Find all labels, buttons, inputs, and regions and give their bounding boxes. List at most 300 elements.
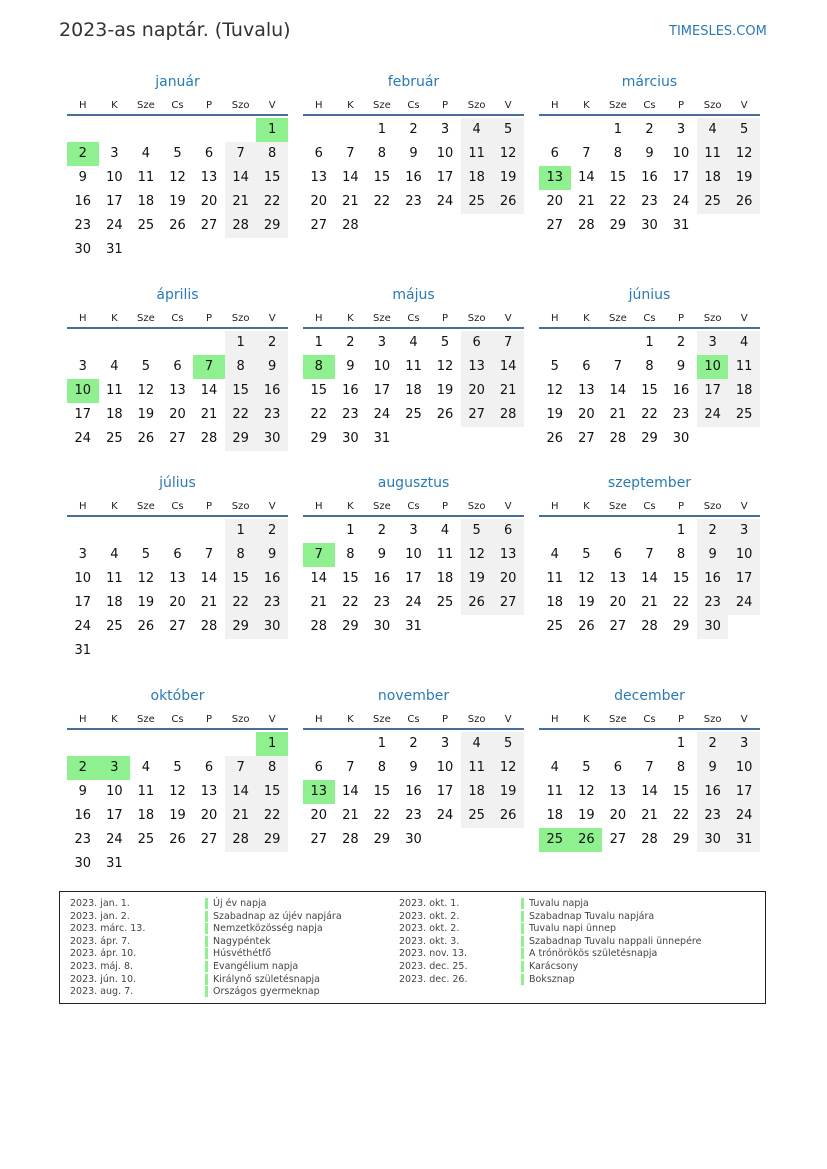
day-cell: 9 [377, 547, 387, 562]
day-cell: 10 [436, 146, 454, 161]
day-cell: 20 [492, 567, 524, 591]
day-cell: 19 [436, 383, 454, 398]
month-block [303, 686, 524, 852]
weekday-label: K [111, 714, 118, 725]
day-cell: 4 [141, 760, 151, 775]
empty-cell [162, 519, 194, 543]
day-cell: 9 [346, 359, 355, 374]
day-cell: 24 [74, 619, 92, 634]
day-cell: 9 [676, 359, 686, 374]
day-cell: 11 [436, 547, 454, 562]
empty-cell [571, 331, 603, 355]
day-cell: 27 [578, 431, 595, 446]
day-cell: 30 [697, 615, 729, 639]
day-cell: 20 [609, 595, 627, 610]
legend-date: 2023. ápr. 7. [70, 935, 131, 947]
day-cell: 4 [110, 359, 119, 374]
empty-cell [99, 118, 131, 142]
day-cell: 20 [310, 808, 328, 823]
day-cell: 18 [461, 166, 493, 190]
weekday-label: K [583, 714, 590, 725]
day-cell: 6 [204, 760, 214, 775]
holiday-day-cell: 25 [539, 828, 571, 852]
day-cell: 28 [342, 218, 359, 233]
weekday-label: P [678, 100, 685, 111]
day-cell: 8 [377, 146, 387, 161]
day-cell: 1 [346, 523, 355, 538]
day-cell: 12 [728, 142, 760, 166]
day-cell: 22 [609, 194, 627, 209]
legend-holiday-name: Tuvalu napja [521, 898, 589, 909]
month-block [303, 285, 524, 451]
weekday-label: Szo [467, 501, 486, 512]
day-cell: 16 [672, 383, 690, 398]
weekday-header [303, 97, 524, 116]
day-cell: 27 [169, 431, 186, 446]
day-cell: 2 [409, 122, 418, 137]
day-cell: 7 [645, 760, 654, 775]
holiday-day-cell: 10 [697, 355, 729, 379]
day-grid [303, 118, 524, 238]
day-cell: 27 [310, 218, 328, 233]
weekday-label: H [79, 501, 87, 512]
legend-holiday-name: Evangélium napja [205, 961, 298, 972]
day-cell: 23 [373, 595, 391, 610]
day-cell: 9 [409, 760, 418, 775]
day-cell: 9 [256, 355, 288, 379]
holiday-day-cell: 2 [67, 142, 99, 166]
weekday-label: Sze [373, 501, 391, 512]
day-cell: 7 [613, 359, 623, 374]
day-cell: 4 [141, 146, 151, 161]
day-cell: 10 [373, 359, 391, 374]
day-cell: 2 [676, 335, 686, 350]
day-cell: 3 [440, 122, 450, 137]
day-cell: 5 [141, 547, 151, 562]
empty-cell [571, 732, 603, 756]
day-cell: 7 [204, 547, 214, 562]
day-cell: 20 [169, 595, 186, 610]
day-cell: 21 [200, 595, 218, 610]
day-cell: 15 [373, 170, 391, 185]
day-cell: 28 [641, 832, 658, 847]
weekday-label: V [740, 313, 748, 324]
day-cell: 13 [200, 784, 218, 799]
weekday-label: Sze [373, 100, 391, 111]
weekday-label: Sze [609, 501, 627, 512]
day-cell: 22 [225, 403, 257, 427]
day-cell: 18 [405, 383, 422, 398]
day-cell: 2 [697, 519, 729, 543]
weekday-label: Cs [407, 714, 420, 725]
day-cell: 30 [405, 832, 422, 847]
day-grid [303, 732, 524, 852]
weekday-header [303, 711, 524, 730]
day-cell: 30 [641, 218, 658, 233]
day-cell: 9 [256, 543, 288, 567]
weekday-label: P [206, 714, 213, 725]
day-cell: 25 [106, 619, 123, 634]
holiday-day-cell: 13 [303, 780, 335, 804]
weekday-label: K [111, 501, 118, 512]
day-cell: 25 [106, 431, 123, 446]
empty-cell [571, 519, 603, 543]
day-grid [303, 519, 524, 639]
day-cell: 14 [641, 784, 658, 799]
day-cell: 11 [461, 142, 493, 166]
weekday-label: H [315, 501, 323, 512]
day-cell: 19 [578, 808, 595, 823]
legend-holiday-name: Királynő születésnapja [205, 974, 320, 985]
day-cell: 17 [106, 194, 123, 209]
weekday-label: H [79, 313, 87, 324]
day-cell: 1 [613, 122, 623, 137]
day-cell: 3 [440, 736, 450, 751]
empty-cell [634, 519, 666, 543]
weekday-label: K [583, 100, 590, 111]
month-name: május [392, 287, 435, 303]
day-cell: 12 [137, 571, 155, 586]
day-cell: 25 [137, 832, 155, 847]
day-cell: 26 [461, 591, 493, 615]
empty-cell [162, 331, 194, 355]
day-cell: 11 [546, 571, 564, 586]
day-cell: 19 [169, 194, 186, 209]
holiday-day-cell: 3 [99, 756, 131, 780]
weekday-label: P [206, 313, 213, 324]
day-cell: 10 [74, 571, 92, 586]
weekday-label: Szo [231, 313, 250, 324]
weekday-header [539, 498, 760, 517]
legend-row [70, 911, 342, 924]
day-cell: 23 [405, 808, 422, 823]
legend-row [399, 936, 701, 949]
day-grid [67, 732, 288, 876]
day-cell: 6 [173, 547, 182, 562]
empty-cell [162, 118, 194, 142]
day-cell: 20 [609, 808, 627, 823]
day-cell: 19 [137, 595, 155, 610]
day-cell: 25 [546, 619, 564, 634]
day-cell: 4 [550, 760, 559, 775]
day-cell: 15 [225, 567, 257, 591]
weekday-label: K [347, 714, 354, 725]
empty-cell [67, 519, 99, 543]
day-cell: 28 [225, 214, 257, 238]
legend-date: 2023. okt. 3. [399, 935, 460, 947]
holiday-day-cell: 7 [303, 543, 335, 567]
day-cell: 21 [641, 595, 658, 610]
day-cell: 23 [256, 403, 288, 427]
day-cell: 26 [546, 431, 564, 446]
day-grid [67, 331, 288, 451]
day-cell: 12 [169, 170, 186, 185]
day-cell: 5 [461, 519, 493, 543]
empty-cell [303, 519, 335, 543]
day-cell: 8 [256, 142, 288, 166]
day-cell: 13 [461, 355, 493, 379]
month-name: szeptember [607, 475, 692, 491]
weekday-label: Cs [171, 501, 184, 512]
day-cell: 16 [342, 383, 359, 398]
weekday-label: V [504, 100, 512, 111]
month-name: február [387, 74, 440, 90]
day-cell: 3 [676, 122, 686, 137]
weekday-label: K [347, 501, 354, 512]
day-cell: 30 [672, 431, 690, 446]
day-cell: 25 [436, 595, 454, 610]
month-block [67, 285, 288, 451]
day-cell: 5 [728, 118, 760, 142]
day-cell: 20 [169, 407, 186, 422]
day-cell: 7 [225, 142, 257, 166]
day-cell: 8 [256, 756, 288, 780]
day-cell: 30 [342, 431, 359, 446]
day-cell: 21 [310, 595, 328, 610]
day-cell: 24 [436, 808, 454, 823]
day-cell: 24 [106, 832, 123, 847]
legend-row [70, 898, 342, 911]
day-cell: 23 [74, 832, 92, 847]
day-cell: 23 [672, 407, 690, 422]
day-cell: 20 [200, 194, 218, 209]
weekday-label: P [678, 714, 685, 725]
day-cell: 9 [78, 784, 87, 799]
day-cell: 2 [697, 732, 729, 756]
empty-cell [225, 732, 257, 756]
weekday-label: H [551, 313, 559, 324]
day-cell: 18 [728, 379, 760, 403]
day-cell: 28 [641, 619, 658, 634]
empty-cell [130, 519, 162, 543]
day-cell: 1 [225, 331, 257, 355]
weekday-label: Sze [137, 714, 155, 725]
weekday-label: Sze [373, 313, 391, 324]
day-cell: 23 [74, 218, 92, 233]
day-cell: 4 [110, 547, 119, 562]
day-cell: 30 [256, 427, 288, 451]
day-cell: 15 [641, 383, 658, 398]
weekday-label: Cs [171, 313, 184, 324]
day-cell: 7 [225, 756, 257, 780]
empty-cell [602, 519, 634, 543]
day-cell: 11 [106, 571, 123, 586]
day-cell: 29 [225, 615, 257, 639]
month-block [539, 285, 760, 451]
day-cell: 4 [461, 118, 493, 142]
weekday-header [303, 310, 524, 329]
day-cell: 5 [173, 760, 182, 775]
empty-cell [539, 118, 571, 142]
day-cell: 11 [137, 784, 155, 799]
day-cell: 27 [169, 619, 186, 634]
legend-column-left [70, 898, 342, 999]
weekday-label: P [206, 100, 213, 111]
weekday-label: Szo [703, 313, 722, 324]
day-cell: 15 [373, 784, 391, 799]
empty-cell [335, 118, 367, 142]
day-cell: 3 [728, 519, 760, 543]
day-cell: 29 [609, 218, 627, 233]
month-name: január [155, 74, 200, 90]
day-cell: 19 [492, 780, 524, 804]
day-cell: 10 [728, 756, 760, 780]
day-cell: 18 [137, 194, 155, 209]
day-cell: 25 [697, 190, 729, 214]
weekday-label: Cs [643, 714, 656, 725]
day-cell: 12 [492, 756, 524, 780]
empty-cell [303, 732, 335, 756]
day-cell: 29 [256, 828, 288, 852]
holiday-day-cell: 1 [256, 732, 288, 756]
day-cell: 26 [492, 804, 524, 828]
weekday-header [539, 97, 760, 116]
empty-cell [539, 331, 571, 355]
holiday-day-cell: 26 [571, 828, 603, 852]
day-grid [539, 519, 760, 639]
day-cell: 21 [342, 194, 359, 209]
day-cell: 4 [461, 732, 493, 756]
day-cell: 12 [546, 383, 564, 398]
day-cell: 21 [200, 407, 218, 422]
day-cell: 1 [314, 335, 323, 350]
day-cell: 27 [200, 218, 218, 233]
weekday-label: H [551, 714, 559, 725]
day-cell: 31 [106, 856, 123, 871]
day-cell: 3 [377, 335, 387, 350]
weekday-label: Szo [703, 501, 722, 512]
day-cell: 23 [697, 591, 729, 615]
day-cell: 13 [609, 784, 627, 799]
day-cell: 3 [409, 523, 418, 538]
weekday-header [67, 310, 288, 329]
legend-holiday-name: A trónörökös születésnapja [521, 948, 657, 959]
day-cell: 23 [405, 194, 422, 209]
legend-holiday-name: Új év napja [205, 898, 266, 909]
day-cell: 22 [225, 591, 257, 615]
day-cell: 19 [169, 808, 186, 823]
day-cell: 11 [106, 383, 123, 398]
day-cell: 31 [373, 431, 391, 446]
day-cell: 19 [137, 407, 155, 422]
weekday-label: P [678, 313, 685, 324]
weekday-label: P [206, 501, 213, 512]
day-cell: 27 [492, 591, 524, 615]
day-cell: 31 [106, 242, 123, 257]
weekday-label: Sze [609, 100, 627, 111]
legend-column-right [399, 898, 701, 986]
weekday-label: Cs [171, 100, 184, 111]
holiday-day-cell: 8 [303, 355, 335, 379]
day-cell: 4 [550, 547, 559, 562]
day-cell: 21 [578, 194, 595, 209]
day-cell: 2 [377, 523, 387, 538]
day-cell: 8 [645, 359, 654, 374]
day-cell: 17 [436, 170, 454, 185]
day-cell: 22 [672, 595, 690, 610]
day-cell: 28 [578, 218, 595, 233]
legend-holiday-name: Tuvalu napi ünnep [521, 923, 616, 934]
day-cell: 18 [697, 166, 729, 190]
empty-cell [130, 732, 162, 756]
page-title: 2023-as naptár. (Tuvalu) [59, 19, 291, 41]
empty-cell [335, 732, 367, 756]
weekday-label: Szo [467, 714, 486, 725]
day-cell: 29 [672, 619, 690, 634]
day-cell: 24 [436, 194, 454, 209]
day-cell: 26 [137, 619, 155, 634]
weekday-header [67, 498, 288, 517]
day-cell: 1 [225, 519, 257, 543]
day-cell: 4 [409, 335, 418, 350]
day-cell: 9 [697, 543, 729, 567]
weekday-label: K [111, 100, 118, 111]
day-cell: 23 [697, 804, 729, 828]
day-cell: 3 [110, 146, 119, 161]
day-cell: 6 [613, 547, 623, 562]
empty-cell [99, 519, 131, 543]
day-cell: 16 [373, 571, 391, 586]
day-cell: 14 [200, 383, 218, 398]
weekday-label: Sze [373, 714, 391, 725]
day-cell: 17 [436, 784, 454, 799]
holiday-legend [59, 891, 766, 1004]
month-block [303, 72, 524, 238]
day-cell: 17 [728, 567, 760, 591]
day-cell: 7 [582, 146, 591, 161]
legend-date: 2023. okt. 2. [399, 910, 460, 922]
day-cell: 11 [405, 359, 422, 374]
legend-date: 2023. aug. 7. [70, 986, 134, 998]
day-cell: 4 [728, 331, 760, 355]
weekday-label: P [442, 714, 449, 725]
weekday-label: V [504, 501, 512, 512]
day-cell: 12 [137, 383, 155, 398]
day-cell: 15 [225, 379, 257, 403]
day-cell: 2 [346, 335, 355, 350]
day-cell: 25 [461, 190, 493, 214]
day-cell: 19 [728, 166, 760, 190]
day-cell: 5 [492, 118, 524, 142]
weekday-label: H [315, 714, 323, 725]
month-name: november [377, 688, 450, 704]
month-block [303, 473, 524, 639]
day-cell: 11 [728, 355, 760, 379]
weekday-label: K [583, 313, 590, 324]
weekday-label: V [268, 313, 276, 324]
holiday-day-cell: 2 [67, 756, 99, 780]
day-cell: 5 [492, 732, 524, 756]
empty-cell [99, 732, 131, 756]
day-cell: 14 [225, 166, 257, 190]
day-cell: 15 [672, 784, 690, 799]
day-cell: 22 [342, 595, 359, 610]
day-cell: 10 [436, 760, 454, 775]
day-cell: 3 [697, 331, 729, 355]
month-block [539, 72, 760, 238]
day-cell: 1 [645, 335, 654, 350]
weekday-label: H [79, 100, 87, 111]
day-cell: 26 [578, 619, 595, 634]
day-cell: 6 [173, 359, 182, 374]
site-link[interactable]: TIMESLES.COM [669, 24, 767, 39]
day-cell: 13 [169, 571, 186, 586]
day-cell: 5 [582, 547, 591, 562]
weekday-label: H [551, 100, 559, 111]
legend-row [399, 911, 701, 924]
legend-holiday-name: Nemzetközösség napja [205, 923, 323, 934]
day-cell: 2 [256, 331, 288, 355]
